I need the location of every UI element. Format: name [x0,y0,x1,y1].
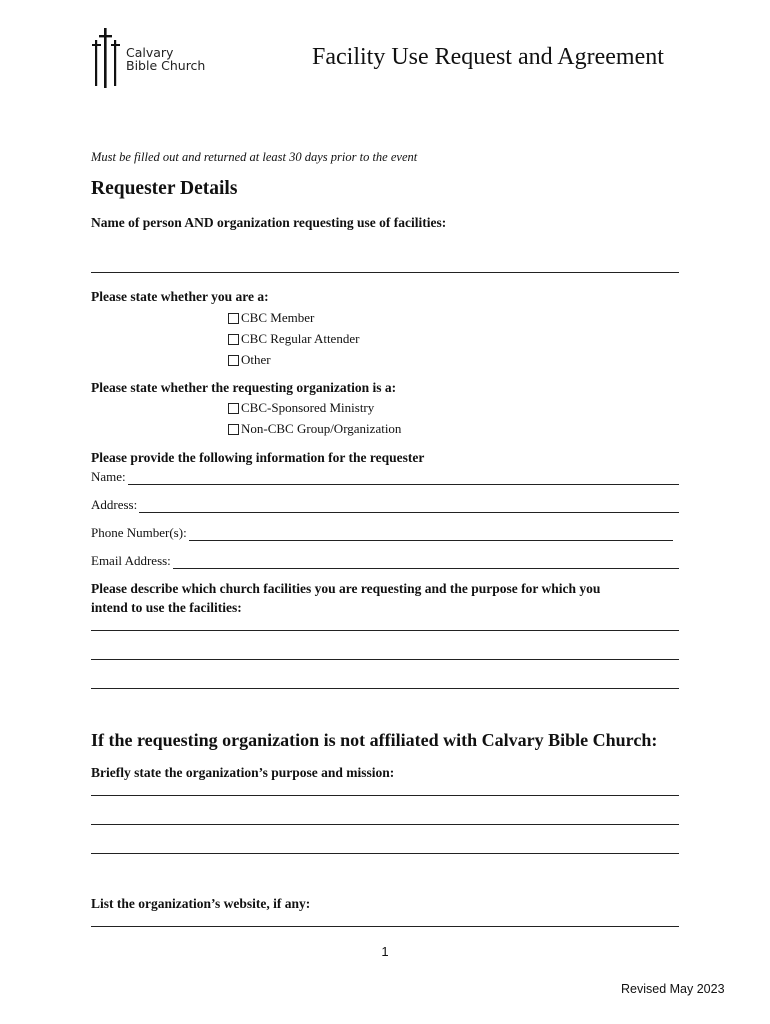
website-prompt: List the organization’s website, if any: [91,896,311,911]
checkbox-box-icon[interactable] [228,334,239,345]
name-org-input-line[interactable] [91,272,679,273]
checkbox-label: CBC Regular Attender [241,331,360,346]
email-field[interactable] [91,553,679,569]
facilities-input-line[interactable] [91,659,679,660]
checkbox-cbc-regular-attender[interactable] [228,331,359,347]
checkbox-cbc-member[interactable] [228,310,314,326]
checkbox-other[interactable] [228,352,271,368]
email-input-line[interactable] [173,557,679,569]
address-input-line[interactable] [139,501,679,513]
checkbox-label: Non-CBC Group/Organization [241,421,402,436]
page-number: 1 [381,944,389,959]
page-title: Facility Use Request and Agreement [312,44,664,70]
phone-field[interactable] [91,525,673,541]
checkbox-box-icon[interactable] [228,313,239,324]
field-label: Name: [91,469,126,484]
name-input-line[interactable] [128,473,679,485]
status-prompt: Please state whether you are a: [91,289,269,304]
name-field[interactable] [91,469,679,485]
field-label: Address: [91,497,138,512]
field-label: Phone Number(s): [91,525,187,540]
phone-input-line[interactable] [189,529,673,541]
mission-input-line[interactable] [91,853,679,854]
logo-line-1: Calvary [126,45,174,60]
revised-date: Revised May 2023 [621,982,725,996]
address-field[interactable] [91,497,679,513]
checkbox-non-cbc-group[interactable] [228,421,401,437]
crosses-icon [92,26,126,90]
checkbox-label: CBC-Sponsored Ministry [241,400,375,415]
requester-heading: Requester Details [91,178,238,199]
org-type-prompt: Please state whether the requesting organization is a: [91,380,397,395]
website-input-line[interactable] [91,926,679,927]
checkbox-box-icon[interactable] [228,424,239,435]
facilities-input-line[interactable] [91,688,679,689]
checkbox-box-icon[interactable] [228,355,239,366]
logo-line-2: Bible Church [126,58,206,73]
checkbox-label: Other [241,352,271,367]
checkbox-box-icon[interactable] [228,403,239,414]
deadline-note: Must be filled out and returned at least 30 days prior to the event [91,150,418,164]
mission-input-line[interactable] [91,824,679,825]
checkbox-cbc-sponsored[interactable] [228,400,374,416]
facilities-prompt-line-2: intend to use the facilities: [91,600,242,615]
name-prompt: Name of person AND organization requesting use of facilities: [91,215,447,230]
nonaffiliated-heading: If the requesting organization is not affiliated with Calvary Bible Church: [91,730,658,750]
checkbox-label: CBC Member [241,310,315,325]
facilities-input-line[interactable] [91,630,679,631]
mission-input-line[interactable] [91,795,679,796]
church-logo [92,26,232,90]
field-label: Email Address: [91,553,171,568]
info-prompt: Please provide the following information for the requester [91,450,425,465]
mission-prompt: Briefly state the organization’s purpose and mission: [91,765,395,780]
facilities-prompt-line-1: Please describe which church facilities you are requesting and the purpose for which you [91,581,601,596]
